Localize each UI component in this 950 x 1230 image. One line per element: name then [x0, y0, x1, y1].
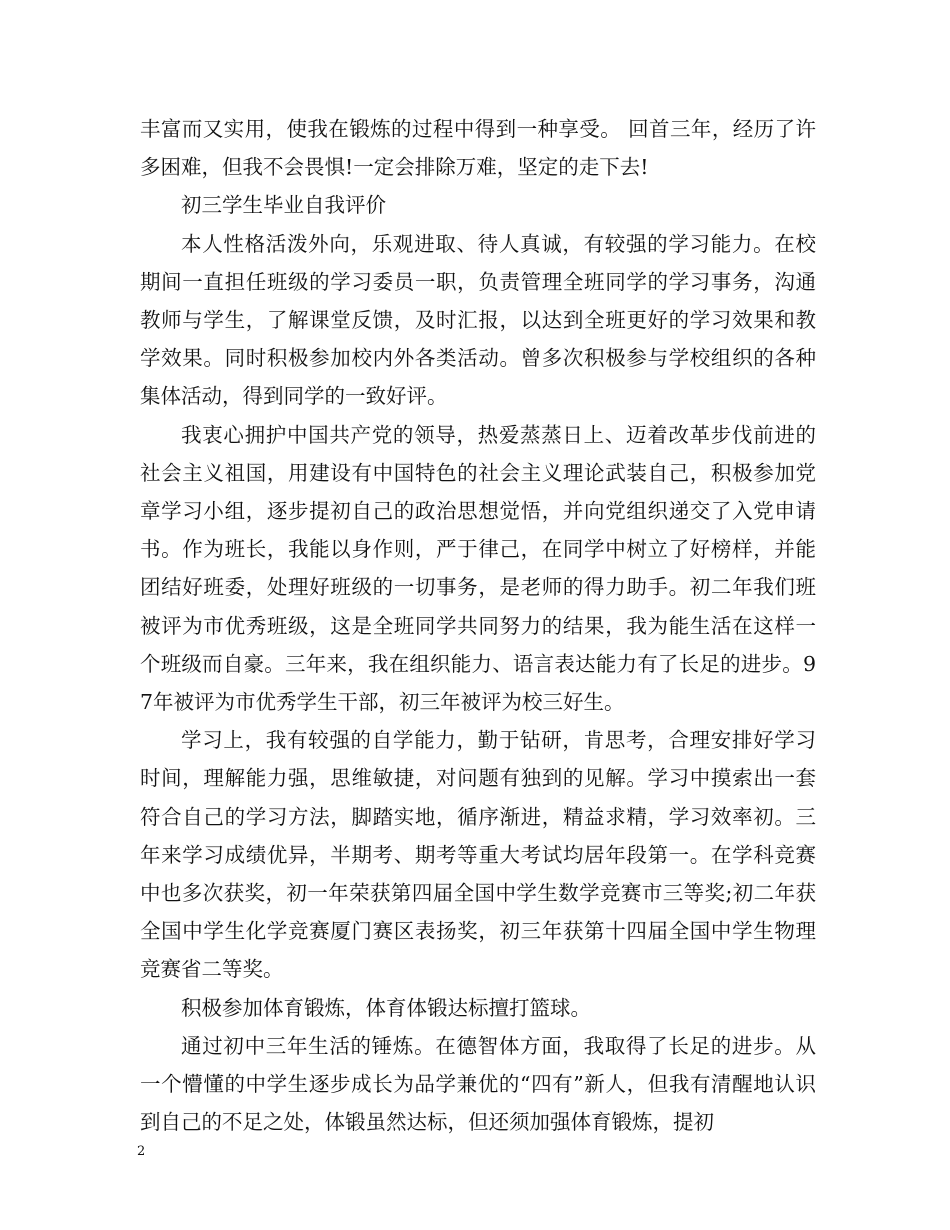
section-heading: 初三学生毕业自我评价	[181, 193, 386, 218]
paragraph-sports: 积极参加体育锻炼，体育体锻达标擅打篮球。	[181, 995, 591, 1020]
page-number: 2	[137, 1144, 146, 1159]
paragraph-summary: 通过初中三年生活的锤炼。在德智体方面，我取得了长足的进步。从一个懵懂的中学生逐步成长为品学兼优的“四有”新人，但我有清醒地认识到自己的不足之处，体锻虽然达标，但还须加强体育锻炼，提初	[140, 1033, 816, 1135]
paragraph-study: 学习上，我有较强的自学能力，勤于钻研，肯思考，合理安排好学习时间，理解能力强，思维敏捷，对问题有独到的见解。学习中摸索出一套符合自己的学习方法，脚踏实地，循序渐进，精益求精，学习效率初。三年来学习成绩优异，半期考、期考等重大考试均居年段第一。在学科竞赛中也多次获奖，初一年荣获第四届全国中学生数学竞赛市三等奖;初二年获全国中学生化学竞赛厦门赛区表扬奖，初三年获第十四届全国中学生物理竞赛省二等奖。	[140, 728, 816, 982]
document-body	[140, 110, 816, 1141]
paragraph-personality: 本人性格活泼外向，乐观进取、待人真诚，有较强的学习能力。在校期间一直担任班级的学习委员一职，负责管理全班同学的学习事务，沟通教师与学生，了解课堂反馈，及时汇报，以达到全班更好的学习效果和教学效果。同时积极参加校内外各类活动。曾多次积极参与学校组织的各种集体活动，得到同学的一致好评。	[140, 231, 816, 409]
paragraph-political: 我衷心拥护中国共产党的领导，热爱蒸蒸日上、迈着改革步伐前进的社会主义祖国，用建设有中国特色的社会主义理论武装自己，积极参加党章学习小组，逐步提初自己的政治思想觉悟，并向党组织递交了入党申请书。作为班长，我能以身作则，严于律己，在同学中树立了好榜样，并能团结好班委，处理好班级的一切事务，是老师的得力助手。初二年我们班被评为市优秀班级，这是全班同学共同努力的结果，我为能生活在这样一个班级而自豪。三年来，我在组织能力、语言表达能力有了长足的进步。97年被评为市优秀学生干部，初三年被评为校三好生。	[140, 422, 816, 715]
paragraph-continuation: 丰富而又实用，使我在锻炼的过程中得到一种享受。 回首三年，经历了许多困难，但我不会畏惧!一定会排除万难，坚定的走下去!	[140, 117, 816, 180]
